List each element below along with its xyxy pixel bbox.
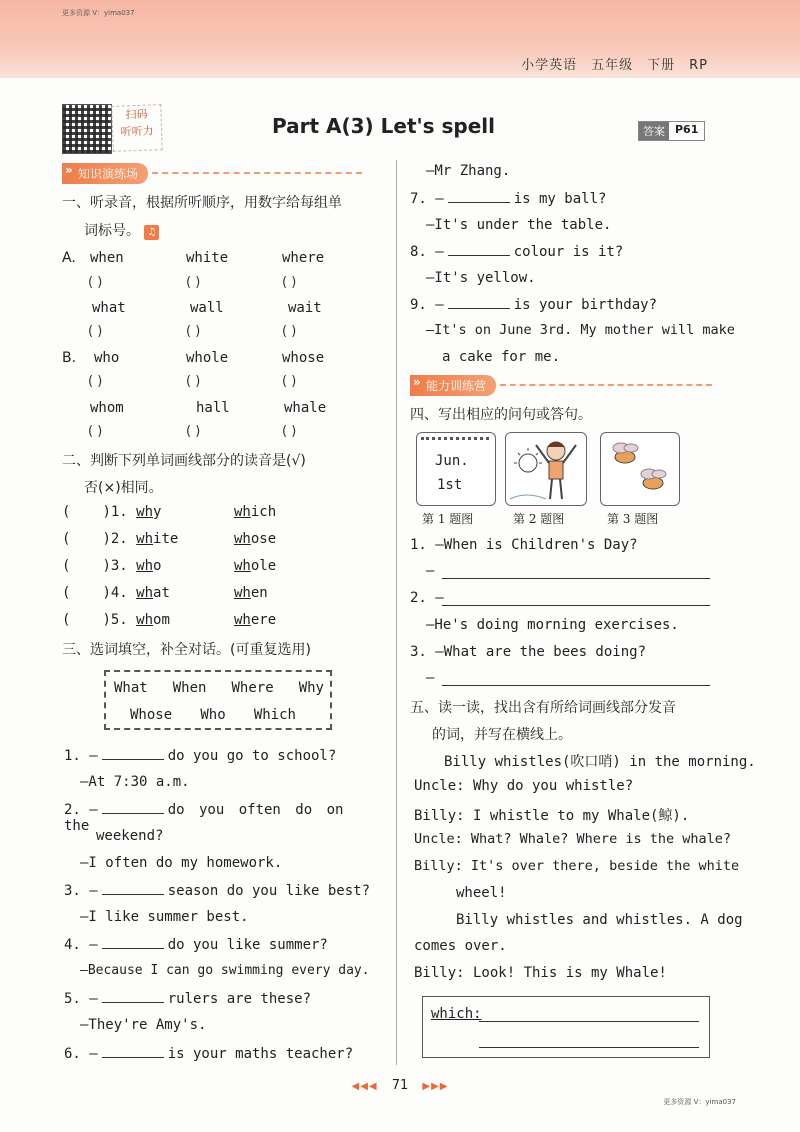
section-tag-practice bbox=[62, 163, 362, 183]
underlined-part: wh bbox=[234, 558, 251, 574]
item-number: 9. — bbox=[410, 297, 444, 313]
answer-line[interactable] bbox=[442, 685, 710, 686]
column-divider bbox=[396, 160, 397, 1065]
word-rest: om bbox=[153, 612, 170, 628]
question-text: colour is it? bbox=[513, 244, 624, 260]
dialog-answer: —Mr Zhang. bbox=[426, 163, 511, 179]
answer-line[interactable] bbox=[479, 1021, 699, 1022]
term: 下册 bbox=[647, 58, 676, 73]
group-a-label: A. bbox=[62, 250, 76, 266]
section-tag-label: » 能力训练营 bbox=[410, 375, 496, 396]
answer-paren[interactable]: ( ) bbox=[186, 374, 201, 389]
judge-row bbox=[62, 585, 362, 601]
prev-arrows-icon: ◀◀◀ bbox=[351, 1081, 378, 1092]
word-bank-item: Who bbox=[200, 707, 226, 723]
q4-prompt: 四、写出相应的问句或答句。 bbox=[410, 407, 592, 423]
word-rest: ere bbox=[250, 612, 277, 628]
section-tag-label: » 知识演练场 bbox=[62, 163, 148, 184]
dialog-answer-cont: a cake for me. bbox=[442, 349, 561, 365]
answer-blank[interactable] bbox=[102, 747, 164, 760]
edition: RP bbox=[689, 58, 708, 73]
section-tag-ability bbox=[410, 375, 712, 395]
dialog-question bbox=[64, 936, 328, 953]
item-number: 3. — bbox=[64, 883, 98, 899]
answer-blank[interactable] bbox=[102, 1045, 164, 1058]
word: hall bbox=[196, 400, 230, 416]
answer-label: 答案 bbox=[639, 122, 669, 140]
question-text: is your birthday? bbox=[513, 297, 658, 313]
grade: 五年级 bbox=[591, 58, 634, 73]
passage-line: Billy: It's over there, beside the white bbox=[414, 858, 740, 874]
word: whole bbox=[186, 350, 229, 366]
question-text: is my ball? bbox=[513, 191, 607, 207]
answer-paren[interactable]: ( ) bbox=[88, 424, 103, 439]
question-text: is your maths teacher? bbox=[167, 1046, 354, 1062]
q1-prompt-text: 词标号。 bbox=[84, 223, 140, 239]
page-title: Part A(3) Let's spell bbox=[272, 114, 495, 138]
word-rest: ich bbox=[250, 504, 277, 520]
boy-exercising-illustration bbox=[506, 433, 586, 505]
calendar-month: Jun. bbox=[435, 453, 469, 469]
answer-blank[interactable] bbox=[102, 801, 164, 814]
word-bank-row bbox=[114, 680, 324, 696]
qr-code[interactable] bbox=[62, 104, 112, 154]
picture-caption: 第 2 题图 bbox=[513, 512, 565, 526]
q4-item-question: 3. —What are the bees doing? bbox=[410, 644, 647, 660]
answer-blank[interactable] bbox=[448, 296, 510, 309]
item-number: 6. — bbox=[64, 1046, 98, 1062]
word-rest: o bbox=[153, 558, 162, 574]
q5-prompt-cont: 的词，并写在横线上。 bbox=[432, 727, 572, 743]
item-number: 5. — bbox=[64, 991, 98, 1007]
item-number: 2. — bbox=[64, 802, 98, 818]
q4-item-question: 1. —When is Children's Day? bbox=[410, 537, 638, 553]
open-paren: ( bbox=[62, 504, 71, 520]
passage-line: Uncle: What? Whale? Where is the whale? bbox=[414, 831, 731, 847]
dialog-answer: —It's yellow. bbox=[426, 270, 536, 286]
dialog-answer: —Because I can go swimming every day. bbox=[80, 963, 370, 978]
answer-paren[interactable]: ( ) bbox=[186, 424, 201, 439]
answer-line[interactable] bbox=[442, 605, 710, 606]
question-text: do you go to school? bbox=[167, 748, 337, 764]
listen-text: 听听力 bbox=[120, 124, 154, 139]
answer-paren[interactable]: ( ) bbox=[88, 324, 103, 339]
watermark: 更多资源 V：yima037 bbox=[62, 9, 135, 17]
item-number: 1. — bbox=[64, 748, 98, 764]
audio-icon[interactable]: ♫ bbox=[144, 225, 159, 240]
word: when bbox=[90, 250, 124, 266]
passage-line: wheel! bbox=[456, 885, 507, 901]
word: where bbox=[282, 250, 325, 266]
item-number: )5. bbox=[102, 612, 128, 628]
picture-caption: 第 3 题图 bbox=[607, 512, 659, 526]
q1-prompt-cont bbox=[84, 220, 159, 240]
dialog-answer: —It's on June 3rd. My mother will make bbox=[426, 322, 735, 338]
dialog-answer: —I often do my homework. bbox=[80, 855, 283, 871]
answer-blank[interactable] bbox=[102, 990, 164, 1003]
answer-blank[interactable] bbox=[448, 243, 510, 256]
question-text: do you like summer? bbox=[167, 937, 328, 953]
open-paren: ( bbox=[62, 612, 71, 628]
q1-prompt: 一、听录音，根据所听顺序，用数字给每组单 bbox=[62, 195, 342, 211]
answer-line[interactable] bbox=[479, 1047, 699, 1048]
judge-row bbox=[62, 504, 362, 520]
dialog-question bbox=[64, 990, 311, 1007]
group-b-label: B. bbox=[62, 350, 77, 366]
dialog-answer: —At 7:30 a.m. bbox=[80, 774, 190, 790]
open-paren: ( bbox=[62, 585, 71, 601]
passage-line: Billy: I whistle to my Whale(鲸). bbox=[414, 808, 690, 824]
underlined-part: wh bbox=[136, 558, 154, 574]
dialog-question bbox=[410, 296, 657, 313]
item-number: )4. bbox=[102, 585, 128, 601]
dialog-question-cont: weekend? bbox=[96, 828, 164, 844]
word: white bbox=[186, 250, 229, 266]
book-info bbox=[521, 54, 708, 73]
answer-paren[interactable]: ( ) bbox=[282, 275, 297, 290]
dash-divider bbox=[500, 384, 712, 386]
next-arrows-icon: ▶▶▶ bbox=[422, 1081, 449, 1092]
q4-item-question: 2. — bbox=[410, 590, 444, 606]
word: who bbox=[94, 350, 120, 366]
bees-illustration bbox=[601, 433, 679, 505]
answer-paren[interactable]: ( ) bbox=[186, 275, 201, 290]
passage-line: Uncle: Why do you whistle? bbox=[414, 778, 634, 794]
dialog-answer: —I like summer best. bbox=[80, 909, 249, 925]
word-bank-row bbox=[130, 707, 296, 723]
underlined-part: wh bbox=[136, 531, 154, 547]
q2-prompt-cont: 否(×)相同。 bbox=[84, 480, 163, 496]
dash-divider bbox=[152, 172, 362, 174]
word-bank-item: What bbox=[114, 680, 148, 696]
passage-line: comes over. bbox=[414, 938, 507, 954]
ring-binding bbox=[421, 437, 489, 448]
answer-page: P61 bbox=[675, 123, 699, 136]
answer-blank[interactable] bbox=[102, 882, 164, 895]
passage-line: Billy whistles(吹口哨) in the morning. bbox=[444, 754, 756, 770]
word-rest: ole bbox=[250, 558, 277, 574]
dialog-question bbox=[64, 747, 336, 764]
word-bank-item: Where bbox=[231, 680, 274, 696]
item-number: 8. — bbox=[410, 244, 444, 260]
q3-prompt: 三、选词填空，补全对话。(可重复选用) bbox=[62, 642, 311, 658]
underlined-part: wh bbox=[234, 612, 251, 628]
word-rest: ose bbox=[250, 531, 277, 547]
page-header bbox=[0, 0, 800, 78]
dialog-question bbox=[410, 190, 606, 207]
item-number: )1. bbox=[102, 504, 128, 520]
calendar-day: 1st bbox=[437, 477, 463, 493]
underlined-part: wh bbox=[234, 585, 251, 601]
dialog-question bbox=[410, 243, 623, 260]
bees-picture bbox=[600, 432, 680, 506]
page-number: 71 bbox=[391, 1078, 409, 1093]
answer-paren[interactable]: ( ) bbox=[282, 324, 297, 339]
page-footer bbox=[0, 1078, 800, 1093]
answer-box bbox=[422, 996, 710, 1058]
dialog-question bbox=[64, 1045, 353, 1062]
answer-label: which: bbox=[431, 1006, 482, 1022]
underlined-part: wh bbox=[234, 504, 251, 520]
passage-line: Billy: Look! This is my Whale! bbox=[414, 965, 667, 981]
answer-line[interactable] bbox=[442, 578, 710, 579]
word-bank-box bbox=[104, 670, 332, 730]
word-rest: ite bbox=[153, 531, 179, 547]
answer-blank[interactable] bbox=[102, 936, 164, 949]
item-number: )3. bbox=[102, 558, 128, 574]
question-text: season do you like best? bbox=[167, 883, 371, 899]
dialog-answer: —It's under the table. bbox=[426, 217, 612, 233]
word-rest: y bbox=[153, 504, 162, 520]
word: what bbox=[92, 300, 126, 316]
word-bank-item: Why bbox=[298, 680, 324, 696]
word-rest: at bbox=[153, 585, 170, 601]
q4-item-answer: —He's doing morning exercises. bbox=[426, 617, 679, 633]
open-paren: ( bbox=[62, 531, 71, 547]
calendar-picture bbox=[416, 432, 496, 506]
word-bank-item: Whose bbox=[130, 707, 173, 723]
exercise-picture bbox=[505, 432, 587, 506]
judge-row bbox=[62, 612, 362, 628]
word: whom bbox=[90, 400, 124, 416]
answer-reference bbox=[638, 121, 705, 141]
underlined-part: wh bbox=[136, 504, 154, 520]
scan-listen-label bbox=[111, 104, 163, 152]
passage-line: Billy whistles and whistles. A dog bbox=[456, 912, 743, 928]
answer-paren[interactable]: ( ) bbox=[88, 374, 103, 389]
open-paren: ( bbox=[62, 558, 71, 574]
answer-paren[interactable]: ( ) bbox=[88, 275, 103, 290]
question-text: rulers are these? bbox=[167, 991, 312, 1007]
word-bank-item: When bbox=[172, 680, 207, 696]
underlined-part: wh bbox=[234, 531, 251, 547]
question-text: do you often do on the bbox=[64, 802, 344, 834]
underlined-part: wh bbox=[136, 585, 154, 601]
dialog-question bbox=[64, 882, 370, 899]
dialog-answer: —They're Amy's. bbox=[80, 1017, 207, 1033]
q5-prompt: 五、读一读，找出含有所给词画线部分发音 bbox=[410, 700, 676, 716]
answer-paren[interactable]: ( ) bbox=[186, 324, 201, 339]
word-bank-item: Which bbox=[253, 707, 296, 723]
word: whose bbox=[282, 350, 325, 366]
watermark: 更多资源 V：yima037 bbox=[663, 1098, 736, 1106]
word: whale bbox=[284, 400, 327, 416]
picture-caption: 第 1 题图 bbox=[422, 512, 474, 526]
answer-blank[interactable] bbox=[448, 190, 510, 203]
judge-row bbox=[62, 531, 362, 547]
scan-text: 扫码 bbox=[125, 107, 148, 122]
answer-paren[interactable]: ( ) bbox=[282, 374, 297, 389]
item-number: 4. — bbox=[64, 937, 98, 953]
answer-paren[interactable]: ( ) bbox=[282, 424, 297, 439]
q4-item-prefix: — bbox=[426, 670, 435, 686]
underlined-part: wh bbox=[136, 612, 154, 628]
word: wall bbox=[190, 300, 224, 316]
judge-row bbox=[62, 558, 362, 574]
q4-item-prefix: — bbox=[426, 563, 435, 579]
item-number: )2. bbox=[102, 531, 128, 547]
q2-prompt: 二、判断下列单词画线部分的读音是(√) bbox=[62, 453, 306, 469]
word: wait bbox=[288, 300, 322, 316]
item-number: 7. — bbox=[410, 191, 444, 207]
subject: 小学英语 bbox=[521, 58, 578, 73]
word-rest: en bbox=[250, 585, 268, 601]
